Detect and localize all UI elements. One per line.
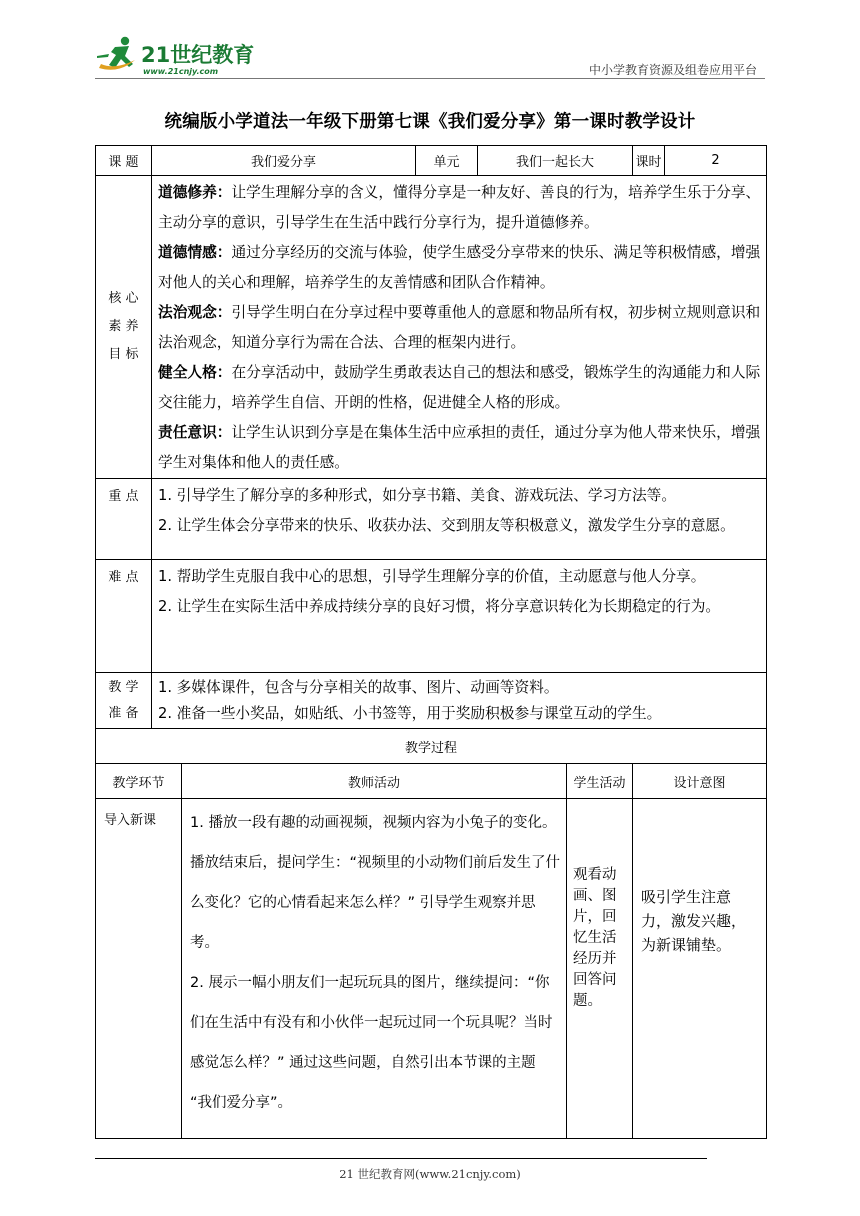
core-label: 核 心 素 养 目 标 — [96, 176, 152, 479]
core-item: 道德情感：通过分享经历的交流与体验，使学生感受分享带来的快乐、满足等积极情感，增强对他人的关心和理解，培养学生的友善情感和团队合作精神。 — [158, 244, 761, 291]
col-intent: 设计意图 — [633, 764, 767, 799]
process-heading: 教学过程 — [96, 729, 767, 764]
header-divider — [95, 78, 765, 79]
core-content — [152, 176, 767, 479]
course-label: 课 题 — [96, 146, 152, 176]
runner-icon — [97, 37, 135, 70]
col-student: 学生活动 — [567, 764, 633, 799]
design-intent-cell: 吸引学生注意力，激发兴趣，为新课铺垫。 — [633, 799, 767, 1139]
svg-text:21世纪教育: 21世纪教育 — [141, 43, 255, 67]
platform-slogan: 中小学教育资源及组卷应用平台 — [588, 63, 757, 77]
page-header — [95, 28, 765, 80]
lesson-plan-table — [95, 145, 767, 1139]
info-row — [96, 146, 767, 176]
core-item: 健全人格：在分享活动中，鼓励学生勇敢表达自己的想法和感受，锻炼学生的沟通能力和人际交往能力，培养学生自信、开朗的性格，促进健全人格的形成。 — [158, 364, 761, 411]
site-logo — [95, 34, 265, 76]
unit-value: 我们一起长大 — [478, 146, 633, 176]
student-activity-cell: 观看动画、图片，回忆生活经历并回答问题。 — [567, 799, 633, 1139]
difficulties-content: 1. 帮助学生克服自我中心的思想，引导学生理解分享的价值，主动愿意与他人分享。 2. 让学生在实际生活中养成持续分享的良好习惯，将分享意识转化为长期稳定的行为。 — [152, 560, 767, 673]
preparation-row — [96, 673, 767, 729]
teacher-activity-cell: 1. 播放一段有趣的动画视频，视频内容为小兔子的变化。播放结束后，提问学生：“视频里的小动物们前后发生了什么变化？它的心情看起来怎么样？” 引导学生观察并思考。 2. 展示一幅小朋友们一起玩玩具的图片，继续提问：“你们在生活中有没有和小伙伴一起玩过同一个玩具呢？当时感觉怎么样？” 通过这些问题，自然引出本节课的主题 “我们爱分享”。 — [182, 799, 567, 1139]
col-stage: 教学环节 — [96, 764, 182, 799]
hours-label: 课时 — [633, 146, 665, 176]
col-teacher: 教师活动 — [182, 764, 567, 799]
key-points-row — [96, 479, 767, 560]
course-value: 我们爱分享 — [152, 146, 416, 176]
process-columns-row — [96, 764, 767, 799]
core-item: 法治观念：引导学生明白在分享过程中要尊重他人的意愿和物品所有权，初步树立规则意识和法治观念，知道分享行为需在合法、合理的框架内进行。 — [158, 304, 761, 351]
process-row — [96, 799, 767, 1139]
core-item: 道德修养：让学生理解分享的含义，懂得分享是一种友好、善良的行为，培养学生乐于分享、主动分享的意识，引导学生在生活中践行分享行为，提升道德修养。 — [158, 184, 761, 231]
footer-text: 21 世纪教育网(www.21cnjy.com) — [339, 1167, 521, 1181]
svg-text:www.21cnjy.com: www.21cnjy.com — [143, 67, 219, 76]
footer-divider — [95, 1158, 707, 1159]
hours-value: 2 — [665, 146, 767, 176]
difficulties-row — [96, 560, 767, 673]
core-item: 责任意识：让学生认识到分享是在集体生活中应承担的责任，通过分享为他人带来快乐，增强学生对集体和他人的责任感。 — [158, 424, 761, 471]
stage-cell: 导入新课 — [96, 799, 182, 1139]
difficulties-label: 难 点 — [96, 560, 152, 673]
core-literacy-row — [96, 176, 767, 479]
preparation-label: 教 学 准 备 — [96, 673, 152, 729]
key-points-label: 重 点 — [96, 479, 152, 560]
key-points-content: 1. 引导学生了解分享的多种形式，如分享书籍、美食、游戏玩法、学习方法等。 2. 让学生体会分享带来的快乐、收获办法、交到朋友等积极意义，激发学生分享的意愿。 — [152, 479, 767, 560]
preparation-content: 1. 多媒体课件，包含与分享相关的故事、图片、动画等资料。 2. 准备一些小奖品，如贴纸、小书签等，用于奖励积极参与课堂互动的学生。 — [152, 673, 767, 729]
document-title: 统编版小学道法一年级下册第七课《我们爱分享》第一课时教学设计 — [164, 112, 696, 132]
process-heading-row — [96, 729, 767, 764]
unit-label: 单元 — [416, 146, 478, 176]
